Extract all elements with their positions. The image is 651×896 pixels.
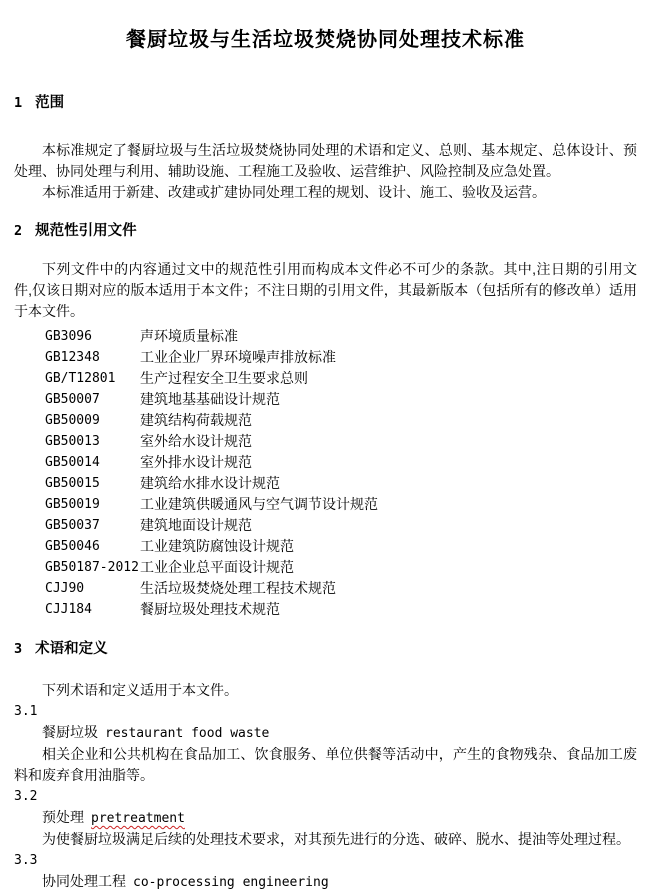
reference-code: CJJ184 [45, 602, 92, 617]
normative-references-list [45, 326, 637, 620]
term-definition: 相关企业和公共机构在食品加工、饮食服务、单位供餐等活动中，产生的食物残杂、食品加工废料和废弃食用油脂等。 [14, 746, 637, 783]
reference-row [45, 452, 637, 473]
term-line [42, 722, 651, 744]
reference-row [45, 578, 637, 599]
term-line [42, 871, 651, 893]
reference-row [45, 599, 637, 620]
terms-and-definitions [0, 680, 651, 893]
reference-code: GB3096 [45, 329, 92, 344]
paragraph: 下列文件中的内容通过文中的规范性引用而构成本文件必不可少的条款。其中,注日期的引用文件,仅该日期对应的版本适用于本文件；不注日期的引用文件，其最新版本（包括所有的修改单）适用于本文件。 [14, 261, 637, 319]
terms-intro: 下列术语和定义适用于本文件。 [42, 682, 238, 698]
reference-title: 声环境质量标准 [140, 328, 238, 344]
reference-code: GB50014 [45, 455, 100, 470]
document-title: 餐厨垃圾与生活垃圾焚烧协同处理技术标准 [126, 29, 525, 51]
reference-code: GB50046 [45, 539, 100, 554]
section-1-body [0, 140, 651, 203]
reference-row [45, 389, 637, 410]
reference-row [45, 326, 637, 347]
reference-code: GB/T12801 [45, 371, 116, 386]
reference-title: 室外排水设计规范 [140, 454, 252, 470]
section-2-body [0, 259, 651, 322]
clause-number: 3.2 [14, 789, 38, 804]
term-zh: 餐厨垃圾 [42, 724, 98, 740]
term-en: restaurant food waste [105, 726, 270, 741]
reference-code: GB50037 [45, 518, 100, 533]
reference-row [45, 410, 637, 431]
reference-title: 工业建筑供暖通风与空气调节设计规范 [140, 496, 378, 512]
paragraph: 本标准规定了餐厨垃圾与生活垃圾焚烧协同处理的术语和定义、总则、基本规定、总体设计、预处理、协同处理与利用、辅助设施、工程施工及验收、运营维护、风险控制及应急处置。 [14, 142, 637, 179]
term-zh: 预处理 [42, 809, 84, 825]
clause-number: 3.1 [14, 704, 38, 719]
term-en-spellcheck-underlined: pretreatment [91, 811, 185, 826]
reference-code: GB50007 [45, 392, 100, 407]
reference-row [45, 536, 637, 557]
term-definition: 为使餐厨垃圾满足后续的处理技术要求，对其预先进行的分选、破碎、脱水、提油等处理过程。 [42, 831, 630, 847]
reference-title: 生产过程安全卫生要求总则 [140, 370, 308, 386]
section-heading-3 [14, 641, 651, 658]
section-heading-label: 规范性引用文件 [35, 223, 137, 239]
term-en: co-processing engineering [133, 875, 329, 890]
reference-row [45, 347, 637, 368]
section-heading-label: 术语和定义 [35, 641, 108, 657]
reference-title: 建筑给水排水设计规范 [140, 475, 280, 491]
reference-title: 工业企业厂界环境噪声排放标准 [140, 349, 336, 365]
reference-row [45, 368, 637, 389]
reference-row [45, 494, 637, 515]
reference-title: 工业建筑防腐蚀设计规范 [140, 538, 294, 554]
term-zh: 协同处理工程 [42, 873, 126, 889]
section-heading-2 [14, 223, 651, 240]
term-line [42, 807, 651, 829]
reference-title: 生活垃圾焚烧处理工程技术规范 [140, 580, 336, 596]
reference-code: GB50009 [45, 413, 100, 428]
reference-row [45, 515, 637, 536]
reference-title: 室外给水设计规范 [140, 433, 252, 449]
section-heading-1 [14, 95, 651, 112]
reference-code: GB50015 [45, 476, 100, 491]
reference-title: 工业企业总平面设计规范 [140, 559, 294, 575]
reference-code: GB50019 [45, 497, 100, 512]
reference-code: GB50013 [45, 434, 100, 449]
reference-code: CJJ90 [45, 581, 85, 596]
section-number: 1 [14, 95, 23, 111]
reference-code: GB12348 [45, 350, 100, 365]
reference-row [45, 473, 637, 494]
clause-number: 3.3 [14, 853, 38, 868]
reference-title: 餐厨垃圾处理技术规范 [140, 601, 280, 617]
reference-row [45, 557, 637, 578]
reference-row [45, 431, 637, 452]
section-heading-label: 范围 [35, 95, 65, 111]
section-number: 3 [14, 641, 23, 657]
reference-code: GB50187-2012 [45, 560, 139, 575]
paragraph: 本标准适用于新建、改建或扩建协同处理工程的规划、设计、施工、验收及运营。 [42, 184, 546, 200]
reference-title: 建筑地面设计规范 [140, 517, 252, 533]
reference-title: 建筑结构荷载规范 [140, 412, 252, 428]
section-number: 2 [14, 223, 23, 239]
reference-title: 建筑地基基础设计规范 [140, 391, 280, 407]
